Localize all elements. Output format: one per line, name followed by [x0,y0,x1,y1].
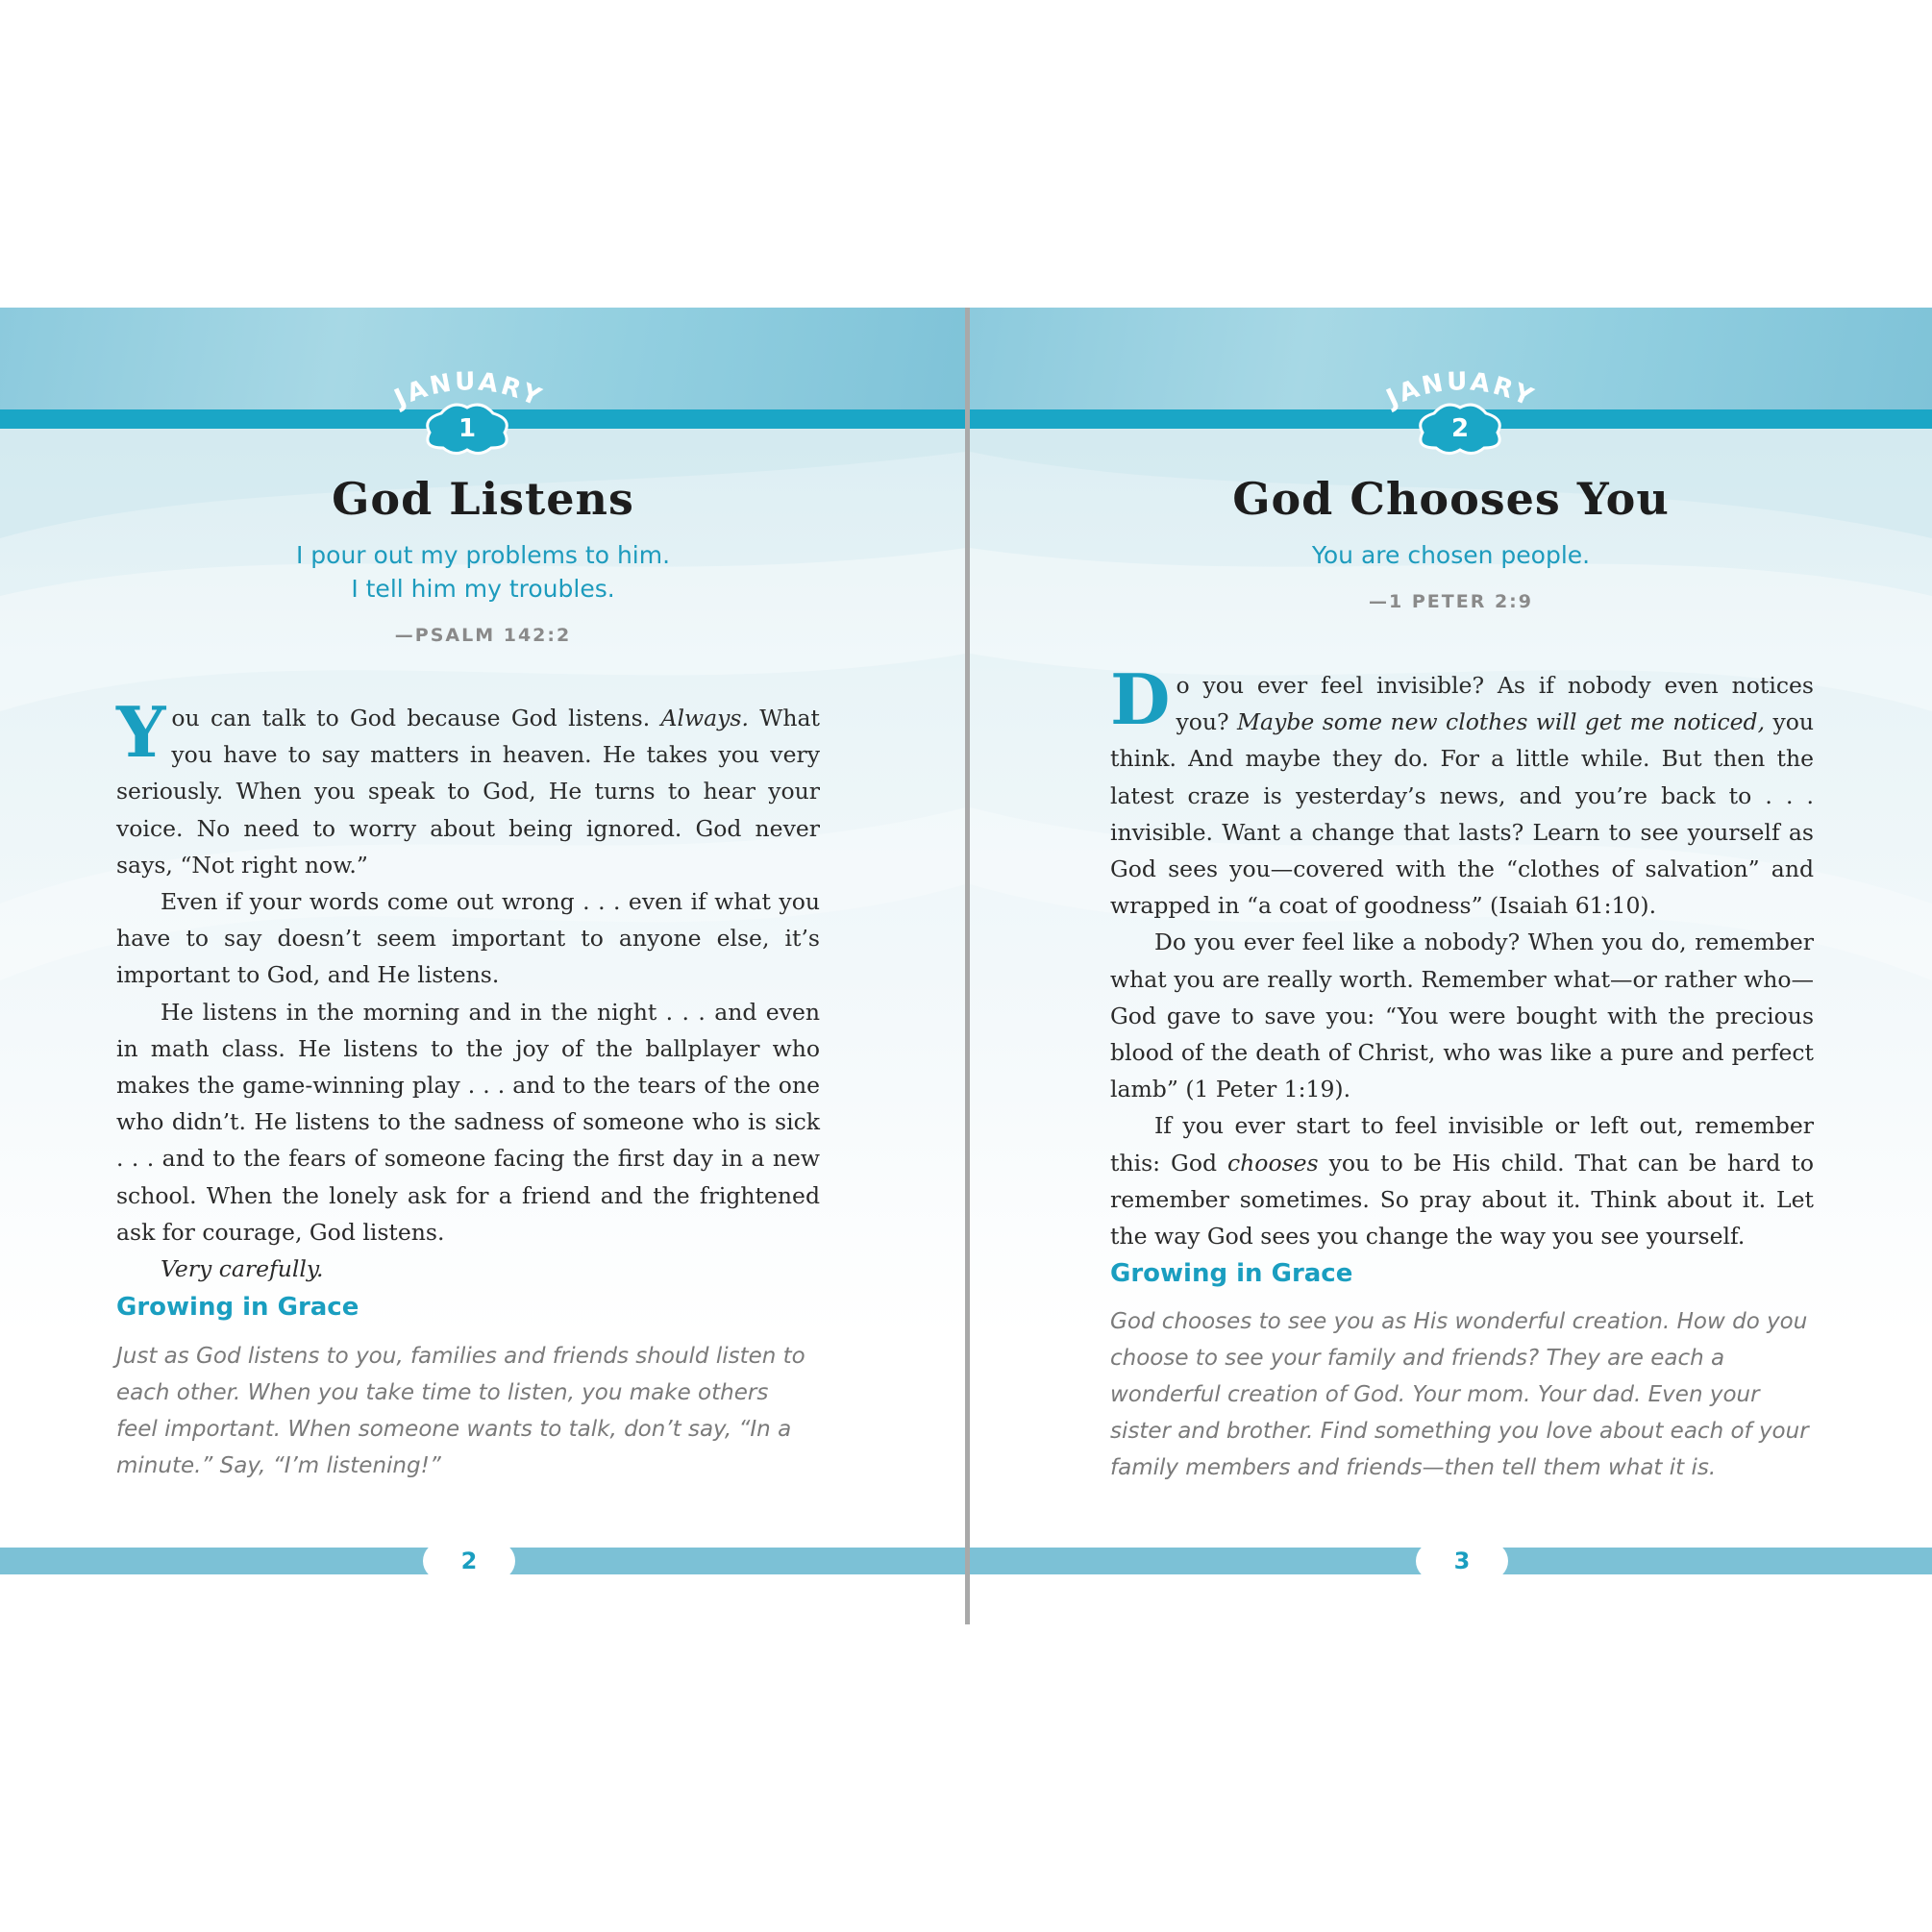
verse-reference: —1 PETER 2:9 [1369,591,1533,612]
svg-text:JANUARY: JANUARY [1382,367,1540,413]
day-number: 2 [1450,414,1470,443]
drop-cap: Y [116,691,166,773]
left-page [0,308,966,1624]
growing-in-grace-heading: Growing in Grace [1110,1259,1353,1288]
paragraph: He listens in the morning and in the night . . . and even in math class. He listens to the joy of the ballplayer who makes the game-winning play . . . and to the tears of the one who didn’t. He listens to the sadness of someone who is sick . . . and to the fears of someone facing the first day in a new school. When the lonely ask for a friend and the frightened ask for courage, God listens. [116,998,820,1246]
paragraph: Even if your words come out wrong . . . even if what you have to say doesn’t seem important to anyone else, it’s important to God, and He listens. [116,888,820,989]
page-title: God Listens [332,473,634,525]
svg-text:JANUARY: JANUARY [390,367,548,413]
page-number: 2 [460,1548,478,1574]
drop-cap: D [1110,658,1171,740]
verse-line: I pour out my problems to him. [295,541,671,569]
devotional-body [1110,658,1814,1254]
day-number: 1 [458,414,477,443]
growing-in-grace-heading: Growing in Grace [116,1293,359,1322]
growing-in-grace-text: Just as God listens to you, families and friends should listen to each other. When you take time to listen, you make others feel important. When someone wants to talk, don’t say, “In a minute.” Say, “I’m listening!” [116,1344,805,1478]
page-number: 3 [1453,1548,1471,1574]
right-page [970,308,1932,1624]
paragraph: Do you ever feel invisible? As if nobody even notices you? Maybe some new clothes will get me noticed, you think. And maybe they do. For a little while. But then the latest craze is yesterday’s news, and you’re back to . . . invisible. Want a change that lasts? Learn to see yourself as God sees you—covered with the “clothes of salvation” and wrapped in “a coat of goodness” (Isaiah 61:10). [1110,658,1814,920]
growing-in-grace-text: God chooses to see you as His wonderful creation. How do you choose to see your family and friends? They are each a wonderful creation of God. Your mom. Your dad. Even your sister and brother. Find something you love about each of your family members and friends—then tell them what it is. [1110,1309,1809,1480]
devotional-body [116,691,820,1287]
paragraph: You can talk to God because God listens. Always. What you have to say matters in heaven. He takes you very seriously. When you speak to God, He turns to hear your voice. No need to worry about being ignored. God never says, “Not right now.” [116,691,820,879]
book-spine [965,308,970,1624]
paragraph: If you ever start to feel invisible or left out, remember this: God chooses you to be His child. That can be hard to remember sometimes. So pray about it. Think about it. Let the way God sees you change the way you see yourself. [1110,1112,1814,1251]
verse-reference: —PSALM 142:2 [394,625,572,646]
paragraph: Do you ever feel like a nobody? When you do, remember what you are really worth. Remember what—or rather who—God gave to save you: “You were bought with the precious blood of the death of Christ, who was like a pure and perfect lamb” (1 Peter 1:19). [1110,929,1814,1103]
paragraph: Very carefully. [161,1255,324,1283]
page-title: God Chooses You [1232,473,1670,525]
verse-line: You are chosen people. [1311,541,1591,569]
verse-line: I tell him my troubles. [351,575,615,603]
